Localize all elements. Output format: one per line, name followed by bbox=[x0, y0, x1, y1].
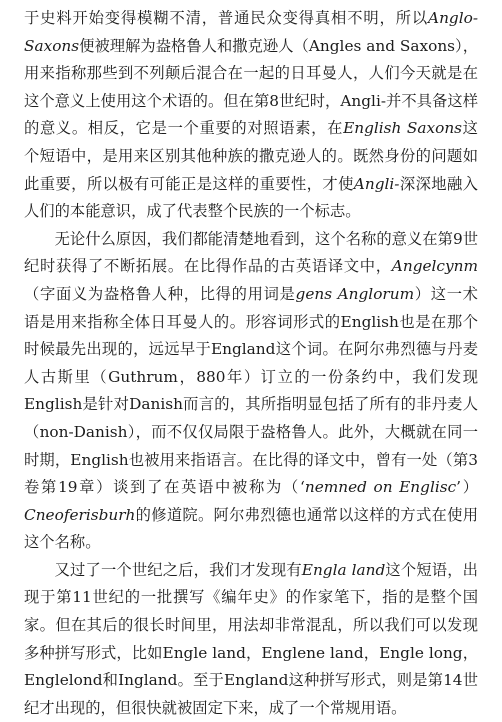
text-run: 于史料开始变得模糊不清，普通民众变得真相不明，所以 bbox=[24, 9, 429, 27]
paragraph-angelcynn-english bbox=[24, 226, 478, 557]
italic-term: gens Anglorum bbox=[295, 284, 415, 303]
text-run: 这个短语，出现于第11世纪的一批撰写《编年史》的作家笔下，指的是整个国家。但在其后的很长时间里，用法却非常混乱，所以我们可以发现多种拼写形式，比如Engle land，Englene land，Engle long，Englelond和Ingland。至于England这种拼写形式，则是第14世纪才出现的，但很快就被固定下来，成了一个常规用语。 bbox=[24, 560, 478, 717]
paragraph-anglo-saxons bbox=[24, 5, 478, 226]
paragraph-engla-land bbox=[24, 557, 478, 722]
italic-term: Angelcynm bbox=[391, 257, 478, 276]
text-run: （字面义为盎格鲁人种，比得的用词是 bbox=[24, 284, 296, 303]
text-run: 这个短语中，是用来区别其他种族的撒克逊人的。既然身份的问题如此重要，所以极有可能正是这样的重要性，才使 bbox=[24, 119, 478, 193]
text-run: ’） bbox=[456, 478, 479, 497]
italic-term: Cneoferisburh bbox=[24, 505, 136, 524]
italic-term: nemned on Englisc bbox=[304, 478, 457, 497]
italic-term: Anglo-Saxons bbox=[24, 9, 478, 55]
text-run: 便被理解为盎格鲁人和撒克逊人（Angles and Saxons），用来指称那些到不列颠后混合在一起的日耳曼人，人们今天就是在这个意义上使用这个术语的。但在第8世纪时，Angli-并不具备这样的意义。相反，它是一个重要的对照语素，在 bbox=[24, 36, 478, 138]
italic-term: Engla land bbox=[301, 560, 386, 579]
text-run: 又过了一个世纪之后，我们才发现有 bbox=[54, 560, 302, 579]
text-run: 深深地融入人们的本能意识，成了代表整个民族的一个标志。 bbox=[24, 174, 478, 221]
text-run: ）这一术语是用来指称全体日耳曼人的。形容词形式的English也是在那个时候最先出现的，远远早于England这个词。在阿尔弗烈德与丹麦人古斯里（Guthrum，880年）订立的一份条约中，我们发现English是针对Danish而言的，其所指明显包括了所有的非丹麦人（non-Danish），而不仅仅局限于盎格鲁人。此外，大概就在同一时期，English也被用来指语言。在比得的译文中，曾有一处（第3卷第19章）谈到了在英语中被称为（‘ bbox=[24, 284, 478, 497]
italic-term: English Saxons bbox=[343, 119, 463, 138]
italic-term: Angli- bbox=[353, 174, 400, 193]
text-run: 无论什么原因，我们都能清楚地看到，这个名称的意义在第9世纪时获得了不断拓展。在比得作品的古英语译文中， bbox=[24, 229, 478, 276]
text-run: 的修道院。阿尔弗烈德也通常以这样的方式在使用这个名称。 bbox=[24, 505, 478, 552]
